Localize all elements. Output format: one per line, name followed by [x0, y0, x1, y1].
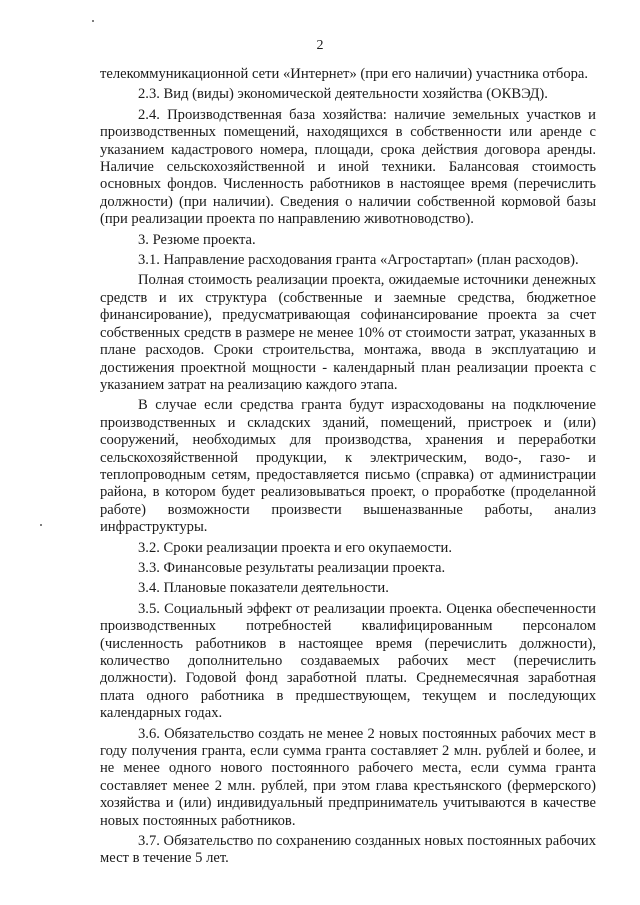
- paragraph-3-6-job-creation: 3.6. Обязательство создать не менее 2 новых постоянных рабочих мест в году получения гранта, если сумма гранта составляет 2 млн. рублей и более, и не менее одного нового постоянного рабочего места, если сумма гранта составляет менее 2 млн. рублей, при этом глава крестьянского (фермерского) хозяйства и (или) индивидуальный предприниматель учитываются в качестве новых постоянных работников.: [100, 725, 596, 829]
- paragraph-2-4-production-base: 2.4. Производственная база хозяйства: наличие земельных участков и производственных помещений, находящихся в собственности или аренде с указанием кадастрового номера, площади, срока действия договора аренды. Наличие сельскохозяйственной и иной техники. Балансовая стоимость основных фондов. Численность работников в настоящее время (перечислить должности) (при наличии). Сведения о наличии собственной кормовой базы (при реализации проекта по направлению животноводство).: [100, 106, 596, 228]
- paragraph-3-3-financial-results: 3.3. Финансовые результаты реализации проекта.: [138, 559, 446, 576]
- paragraph-3-2-timeline-payback: 3.2. Сроки реализации проекта и его окупаемости.: [138, 539, 452, 556]
- paragraph-grant-utility-connection: В случае если средства гранта будут израсходованы на подключение производственных и складских зданий, помещений, пристроек и (или) сооружений, необходимых для производства, хранения и переработки сельскохозяйственной продукции, к электрическим, водо-, газо- и теплопроводным сетям, предоставляется письмо (справка) от администрации района, в котором будет реализовываться проект, о проработке (проделанной работе) возможности произвести вышеназванные работы, анализ инфраструктуры.: [100, 397, 596, 536]
- page-number: 2: [316, 38, 324, 53]
- paragraph-3-5-social-effect: 3.5. Социальный эффект от реализации проекта. Оценка обеспеченности производственных потребностей квалифицированным персоналом (численность работников в настоящее время (перечислить должности), количество дополнительно создаваемых рабочих мест (перечислить должности). Годовой фонд заработной платы. Среднемесячная заработная плата одного работника в предшествующем, текущем и последующих календарных годах.: [100, 600, 596, 722]
- paragraph-3-4-planned-indicators: 3.4. Плановые показатели деятельности.: [138, 580, 389, 597]
- scan-speck: [92, 20, 94, 22]
- paragraph-full-project-cost: Полная стоимость реализации проекта, ожидаемые источники денежных средств и их структура (собственные и заемные средства, бюджетное финансирование), предусматривающая софинансирование проекта за счет собственных средств в размере не менее 10% от стоимости затрат, указанных в плане расходов. Сроки строительства, монтажа, ввода в эксплуатацию и достижения проектной мощности - календарный план реализации проекта с указанием затрат на реализацию каждого этапа.: [100, 272, 596, 393]
- document-body: [100, 66, 596, 868]
- paragraph-3-project-summary: 3. Резюме проекта.: [138, 231, 256, 248]
- paragraph-3-1-grant-spending: 3.1. Направление расходования гранта «Агростартап» (план расходов).: [138, 252, 579, 269]
- paragraph-3-7-job-retention: 3.7. Обязательство по сохранению созданных новых постоянных рабочих мест в течение 5 лет.: [100, 833, 596, 867]
- paragraph-internet-participant: телекоммуникационной сети «Интернет» (при его наличии) участника отбора.: [100, 66, 589, 82]
- scan-speck: [40, 524, 42, 526]
- paragraph-2-3-activity-types: 2.3. Вид (виды) экономической деятельности хозяйства (ОКВЭД).: [138, 86, 548, 103]
